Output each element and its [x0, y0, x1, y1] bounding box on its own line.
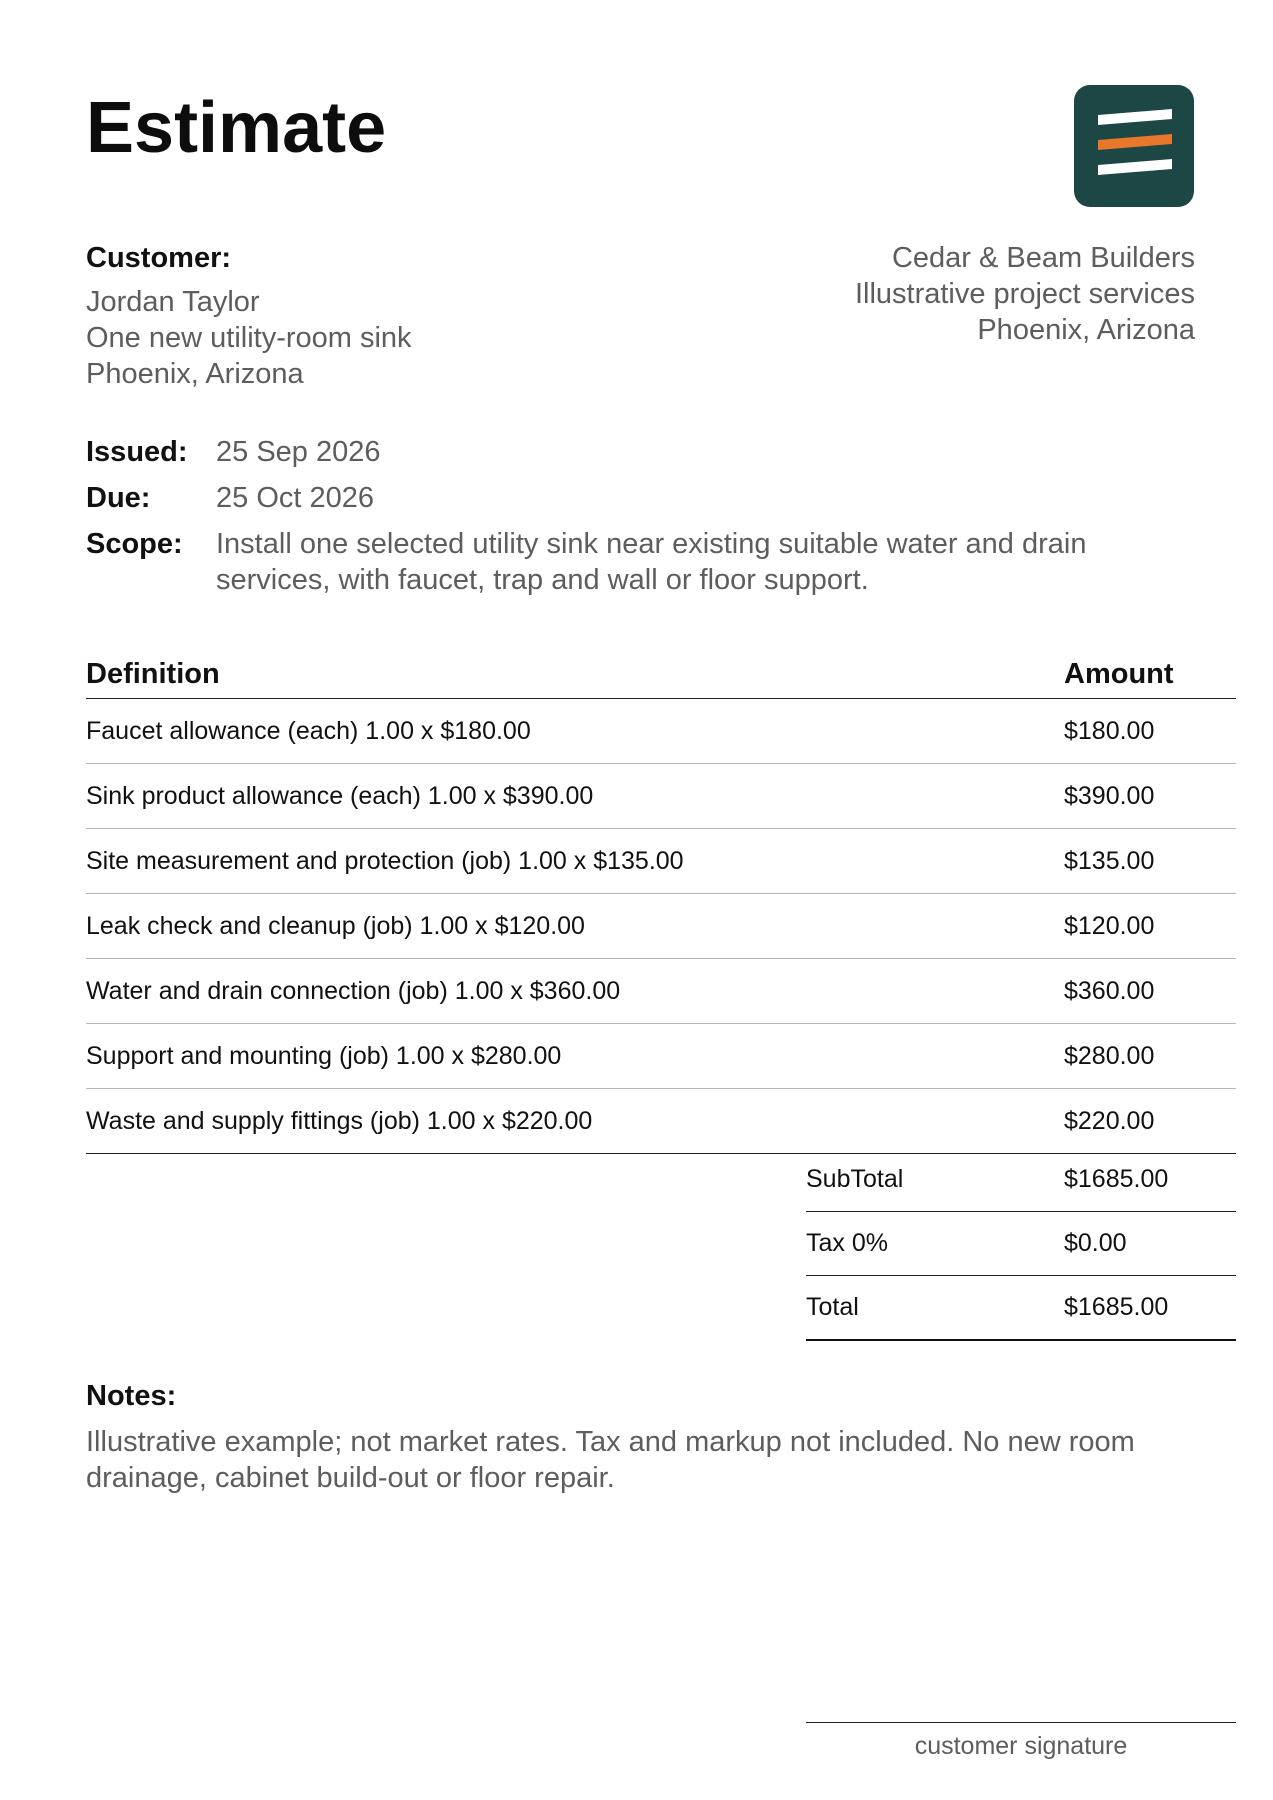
signature-line	[806, 1722, 1236, 1763]
table-row	[86, 829, 1236, 894]
scope-row	[86, 526, 1196, 598]
notes-text: Illustrative example; not market rates. Tax and markup not included. No new room drainage, cabinet build-out or floor repair.	[86, 1426, 1135, 1494]
item-definition: Faucet allowance (each) 1.00 x $180.00	[86, 699, 1064, 764]
definition-header: Definition	[86, 650, 1064, 699]
due-row	[86, 480, 1196, 516]
tax-value: $0.00	[1064, 1212, 1236, 1276]
table-row	[86, 894, 1236, 959]
scope-label: Scope:	[86, 528, 183, 560]
company-name: Cedar & Beam Builders	[891, 242, 1195, 274]
customer-label: Customer:	[86, 242, 232, 274]
subtotal-row	[806, 1148, 1236, 1212]
signature-label: customer signature	[914, 1732, 1128, 1760]
item-definition: Waste and supply fittings (job) 1.00 x $220.00	[86, 1089, 1064, 1154]
subtotal-label: SubTotal	[806, 1148, 1064, 1212]
item-amount: $220.00	[1064, 1089, 1236, 1154]
table-row	[86, 959, 1236, 1024]
total-label: Total	[806, 1276, 1064, 1341]
tax-label: Tax 0%	[806, 1212, 1064, 1276]
table-row	[86, 699, 1236, 764]
customer-location: Phoenix, Arizona	[86, 358, 304, 390]
totals-table	[806, 1148, 1236, 1341]
item-definition: Support and mounting (job) 1.00 x $280.00	[86, 1024, 1064, 1089]
item-amount: $280.00	[1064, 1024, 1236, 1089]
customer-info	[86, 238, 686, 392]
company-logo-icon	[1074, 85, 1194, 207]
item-amount: $180.00	[1064, 699, 1236, 764]
table-header-row	[86, 650, 1236, 699]
issued-date: 25 Sep 2026	[216, 436, 381, 468]
customer-name: Jordan Taylor	[86, 286, 260, 318]
total-value: $1685.00	[1064, 1276, 1236, 1341]
due-label: Due:	[86, 482, 151, 514]
item-amount: $120.00	[1064, 894, 1236, 959]
page-title: Estimate	[86, 88, 387, 168]
amount-header: Amount	[1064, 650, 1236, 699]
table-row	[86, 1024, 1236, 1089]
notes-label: Notes:	[86, 1380, 177, 1412]
company-location: Phoenix, Arizona	[977, 314, 1195, 346]
scope-text: Install one selected utility sink near existing suitable water and drain services, with faucet, trap and wall or floor support.	[216, 528, 1087, 596]
estimate-meta	[86, 434, 1196, 608]
item-amount: $390.00	[1064, 764, 1236, 829]
tax-row	[806, 1212, 1236, 1276]
table-row	[86, 764, 1236, 829]
item-amount: $360.00	[1064, 959, 1236, 1024]
due-date: 25 Oct 2026	[216, 482, 374, 514]
item-amount: $135.00	[1064, 829, 1236, 894]
company-info	[635, 240, 1195, 348]
company-tagline: Illustrative project services	[854, 278, 1195, 310]
item-definition: Leak check and cleanup (job) 1.00 x $120.00	[86, 894, 1064, 959]
subtotal-value: $1685.00	[1064, 1148, 1236, 1212]
table-row	[86, 1089, 1236, 1154]
item-definition: Sink product allowance (each) 1.00 x $390.00	[86, 764, 1064, 829]
customer-project: One new utility-room sink	[86, 322, 412, 354]
issued-label: Issued:	[86, 436, 188, 468]
item-definition: Site measurement and protection (job) 1.00 x $135.00	[86, 829, 1064, 894]
item-definition: Water and drain connection (job) 1.00 x $360.00	[86, 959, 1064, 1024]
line-items-table	[86, 650, 1236, 1154]
notes-section	[86, 1376, 1236, 1496]
issued-row	[86, 434, 1196, 470]
total-row	[806, 1276, 1236, 1341]
